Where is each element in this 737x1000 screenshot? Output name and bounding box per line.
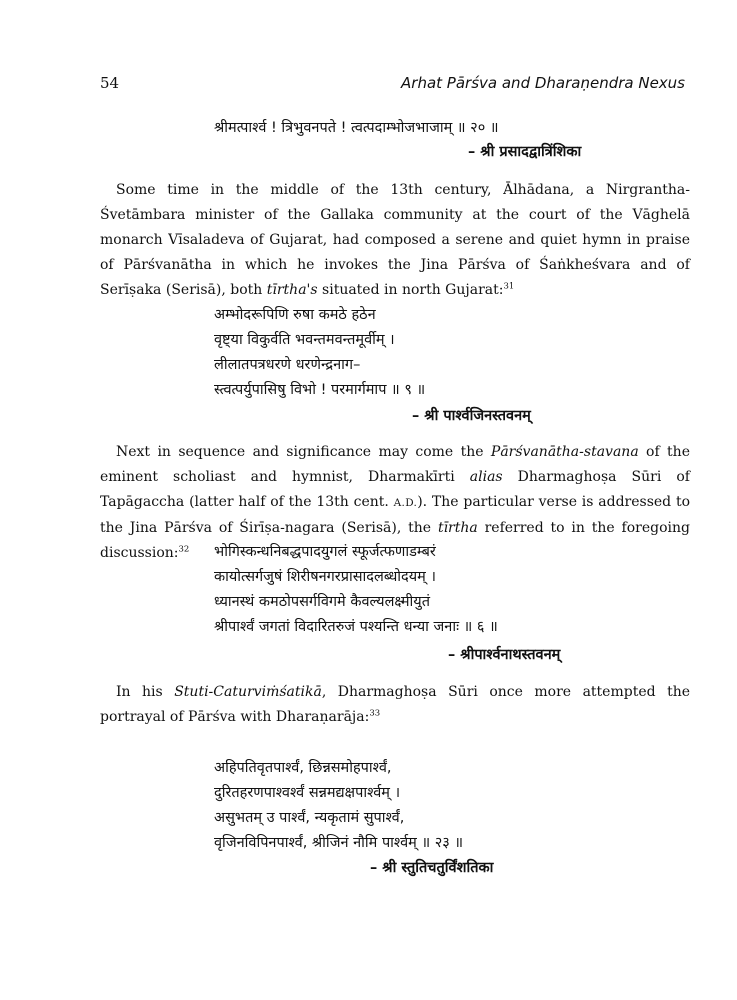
verse-block-parshvanatha [214,540,498,640]
footnote-ref: 31 [503,281,515,292]
verse-block-stuti [214,756,463,856]
verse-line: अम्भोदरूपिणि रुषा कमठे हठेन [214,307,376,323]
para-text: , Dharmaghoṣa Sūri once more attempted the portrayal of Pārśva with Dharaṇarāja: [100,684,690,725]
para-text: ). The particular verse is addressed to the Jina Pārśva of Śirīṣa-nagara (Serisā), the [100,494,690,536]
verse-line: भोगिस्कन्धनिबद्धपादयुगलं स्फूर्जत्फणाडम्बरं [214,544,436,560]
para-text: Dharmaghoṣa Sūri of Tapāgaccha (latter half of the 13th cent. [100,469,690,510]
para-italic: Stuti-Caturviṁśatikā [174,684,322,700]
verse-fragment [214,116,499,141]
verse-line: अहिपतिवृतपार्श्वं, छिन्नसमोहपार्श्वं, [214,760,392,776]
paragraph-alhadana [100,178,690,303]
paragraph-stuti [100,680,690,730]
verse-line: ध्यानस्थं कमठोपसर्गविगमे कैवल्यलक्ष्मीयुतं [214,594,430,610]
footnote-ref: 33 [369,708,381,719]
para-italic: alias [469,469,503,485]
verse-line: श्रीपार्श्वं जगतां विदारितरुजं पश्यन्ति धन्या जनाः ॥ ६ ॥ [214,619,498,635]
para-italic: tīrtha [437,520,478,536]
page-header [100,74,685,98]
verse-attribution: – श्री स्तुतिचतुर्विंशतिका [370,860,494,876]
para-text: referred to in the foregoing discussion: [100,520,690,561]
verse-line: श्रीमत्पार्श्व ! त्रिभुवनपते ! त्वत्पदाम्भोजभाजाम् ॥ २० ॥ [214,120,499,136]
para-text: Next in sequence and significance may come the [116,444,491,460]
verse-attribution: – श्री प्रसादद्वात्रिंशिका [468,144,582,160]
verse-line: स्त्वत्पर्युपासिषु विभो ! परमार्गमाप ॥ ९ ॥ [214,382,426,398]
verse-line: वृष्ट्या विकुर्वति भवन्तमवन्तमूर्वीम् । [214,332,395,348]
era-abbrev: A.D. [393,497,418,509]
verse-attribution: – श्रीपार्श्वनाथस्तवनम् [448,647,561,663]
verse-line: दुरितहरणपाश्वर्श्वं सन्नमद्यक्षपार्श्वम् । [214,785,401,801]
running-title: Arhat Pārśva and Dharaṇendra Nexus [401,74,685,92]
verse-line: असुभतम् उ पार्श्वं, न्यकृतामं सुपार्श्वं, [214,810,405,826]
para-text: situated in north Gujarat: [317,282,504,298]
para-text: Some time in the middle of the 13th century, Ālhādana, a Nirgrantha-Śvetāmbara minister of the Gallaka community at the court of the Vāghelā monarch Vīsaladeva of Gujarat, had composed a serene and quiet hymn in praise of Pārśvanātha in which he invokes the Jina Pārśva of Śaṅkheśvara and of Serīṣaka (Serisā), both [100,182,690,298]
page-number: 54 [100,74,120,92]
verse-block-parshvajina [214,303,425,403]
verse-line: लीलातपत्रधरणे धरणेन्द्रनाग– [214,357,361,373]
para-italic: Pārśvanātha-stavana [490,444,639,460]
para-italic: tīrtha's [266,282,318,298]
footnote-ref: 32 [178,544,190,555]
para-text: of the eminent scholiast and hymnist, Dharmakīrti [100,444,690,485]
para-text: In his [116,684,175,700]
verse-line: कायोत्सर्गजुषं शिरीषनगरप्रासादलब्धोदयम् । [214,569,436,585]
verse-attribution: – श्री पार्श्वजिनस्तवनम् [412,408,531,424]
verse-line: वृजिनविपिनपार्श्वं, श्रीजिनं नौमि पार्श्वम् ॥ २३ ॥ [214,835,464,851]
